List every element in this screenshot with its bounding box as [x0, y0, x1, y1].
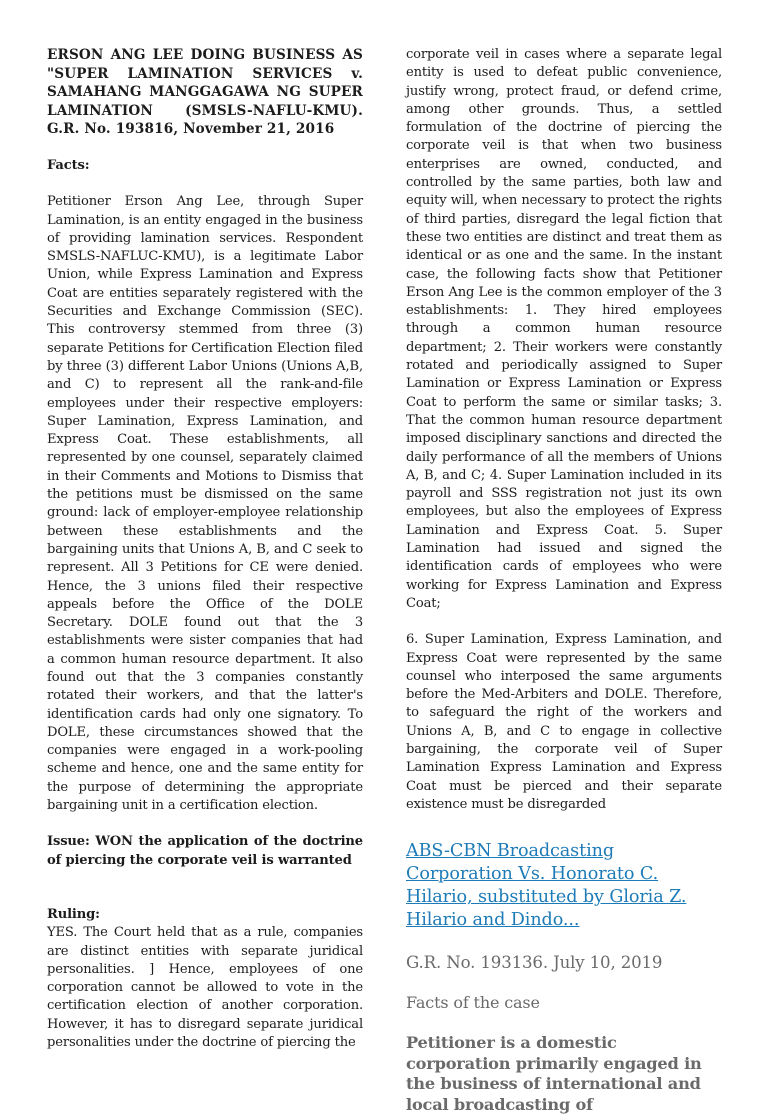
ruling-continued-paragraph: corporate veil in cases where a separate legal entity is used to defeat public convenience, justify wrong, protect fraud, or defend crime, among other grounds. Thus, a settled formulation of the doctrine of piercing the corporate veil is that when two business enterprises are owned, conducted, and controlled by the same parties, both law and equity will, when necessary to protect the rights of third parties, disregard the legal fiction that these two entities are distinct and treat them as identical or as one and the same. In the instant case, the following facts show that Petitioner Erson Ang Lee is the common employer of the 3 establishments: 1. They hired employees through a common human resource department; 2. Their workers were constantly rotated and periodically assigned to Super Lamination or Express Lamination or Express Coat to perform the same or similar tasks; 3. That the common human resource department imposed disciplinary sanctions and directed the daily performance of all the members of Unions A, B, and C; 4. Super Lamination included in its payroll and SSS registration not just its own employees, but also the employees of Express Lamination and Express Coat. 5. Super Lamination had issued and signed the identification cards of employees who were working for Express Lamination and Express Coat; [406, 47, 722, 611]
related-document-preview[interactable] [406, 840, 722, 1115]
related-document-link[interactable]: ABS-CBN Broadcasting Corporation Vs. Honorato C. Hilario, substituted by Gloria Z. Hilario and Dindo... [406, 841, 687, 931]
facts-heading: Facts: [47, 157, 90, 173]
related-facts-label: Facts of the case [406, 993, 540, 1013]
ruling-heading: Ruling: [47, 906, 100, 922]
related-gr-number: G.R. No. 193136. July 10, 2019 [406, 953, 663, 973]
left-column [47, 46, 363, 1052]
case-title: ERSON ANG LEE DOING BUSINESS AS "SUPER LAMINATION SERVICES v. SAMAHANG MANGGAGAWA NG SUPER LAMINATION (SMSLS-NAFLU-KMU). G.R. No. 193816, November 21, 2016 [47, 47, 363, 138]
facts-paragraph: Petitioner Erson Ang Lee, through Super Lamination, is an entity engaged in the business of providing lamination services. Respondent SMSLS-NAFLUC-KMU), is a legitimate Labor Union, while Express Lamination and Express Coat are entities separately registered with the Securities and Exchange Commission (SEC). This controversy stemmed from three (3) separate Petitions for Certification Election filed by three (3) different Labor Unions (Unions A,B, and C) to represent all the rank-and-file employees under their respective employers: Super Lamination, Express Lamination, and Express Coat. These establishments, all represented by one counsel, separately claimed in their Comments and Motions to Dismiss that the petitions must be dismissed on the same ground: lack of employer-employee relationship between these establishments and the bargaining units that Unions A, B, and C seek to represent. All 3 Petitions for CE were denied. Hence, the 3 unions filed their respective appeals before the Office of the DOLE Secretary. DOLE found out that the 3 establishments were sister companies that had a common human resource department. It also found out that the 3 companies constantly rotated their workers, and that the latter's identification cards had only one signatory. To DOLE, these circumstances showed that the companies were engaged in a work-pooling scheme and hence, one and the same entity for the purpose of determining the appropriate bargaining unit in a certification election. [47, 194, 363, 814]
ruling-paragraph: YES. The Court held that as a rule, companies are distinct entities with separate juridical personalities. ] Hence, employees of one corporation cannot be allowed to vote in the certification election of another corporation. However, it has to disregard separate juridical personalities under the doctrine of piercing the [47, 925, 363, 1051]
right-column [406, 46, 722, 1115]
issue-paragraph: Issue: WON the application of the doctrine of piercing the corporate veil is warranted [47, 834, 363, 868]
related-summary: Petitioner is a domestic corporation primarily engaged in the business of international and local broadcasting of [406, 1033, 702, 1114]
point-six-paragraph: 6. Super Lamination, Express Lamination, and Express Coat were represented by the same counsel who interposed the same arguments before the Med-Arbiters and DOLE. Therefore, to safeguard the right of the workers and Unions A, B, and C to engage in collective bargaining, the corporate veil of Super Lamination Express Lamination and Express Coat must be pierced and their separate existence must be disregarded [406, 632, 722, 812]
